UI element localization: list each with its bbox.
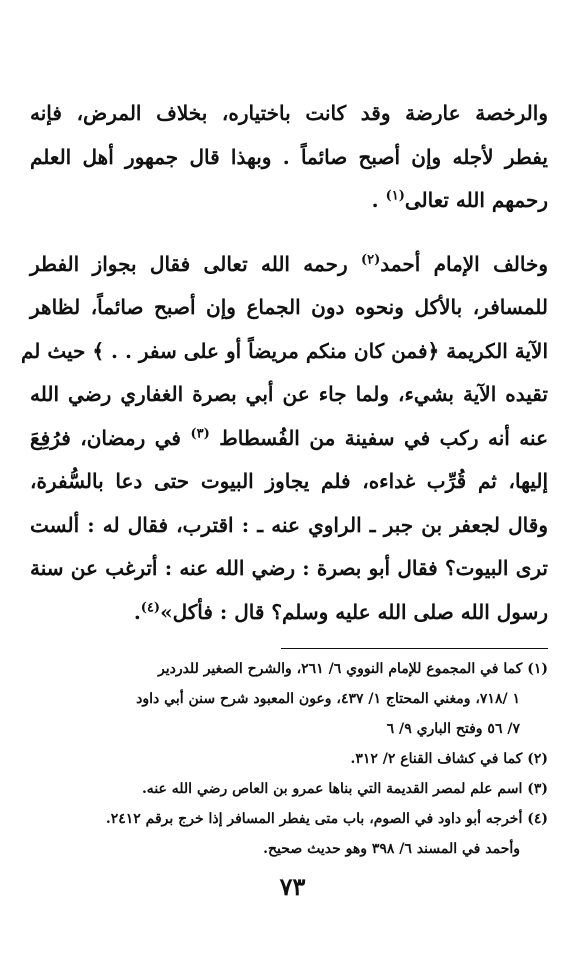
text-segment: . bbox=[133, 599, 141, 624]
text-line: إليها، ثم قُرِّب غداءه، فلم يجاوز البيوت حتى دعا بالسُّفرة، bbox=[30, 469, 548, 493]
text-line: يفطر لأجله وإن أصبح صائماً . وبهذا قال جمهور أهل العلم bbox=[30, 144, 548, 169]
text-segment: رحمهم الله تعالى bbox=[404, 188, 548, 212]
text-segment: رسول الله صلى الله عليه وسلم؟ قال : فأكل» bbox=[160, 599, 548, 624]
text-segment: رحمه الله تعالى فقال بجواز الفطر bbox=[30, 251, 361, 276]
text-line: ترى البيوت؟ فقال أبو بصرة : رضي الله عنه : أترغب عن سنة bbox=[30, 556, 548, 580]
text-line bbox=[30, 243, 548, 287]
text-segment: وخالف الإمام أحمد bbox=[380, 251, 548, 276]
text-line bbox=[30, 417, 548, 461]
text-line: وقال لجعفر بن جبر ـ الراوي عنه ـ : اقترب، فقال له : ألست bbox=[30, 512, 548, 537]
paragraph-2 bbox=[20, 243, 548, 635]
footnote-1: (١) كما في المجموع للإمام النووي ٦/ ٢٦١، والشرح الصغير للدردير bbox=[157, 661, 548, 677]
text-segment: عنه أنه ركب في سفينة من الفُسطاط bbox=[209, 425, 548, 450]
footnote-separator bbox=[281, 648, 548, 649]
text-line bbox=[30, 179, 548, 223]
footnotes bbox=[30, 654, 548, 864]
footnote-ref-4[interactable]: (٤) bbox=[140, 599, 161, 615]
footnote-1-continued: ١ /٧١٨، ومغني المحتاج ١/ ٤٣٧، وعون المعبود شرح سنن أبي داود bbox=[136, 691, 520, 707]
text-line bbox=[30, 591, 548, 635]
text-line: الآية الكريمة ﴿فمن كان منكم مريضاً أو على سفر . . ﴾ حيث لم bbox=[20, 338, 548, 363]
text-line: للمسافر، بالأكل ونحوه دون الجماع وإن أصبح صائماً، لظاهر bbox=[30, 295, 548, 319]
text-line: تقيده الآية بشيء، ولما جاء عن أبي بصرة الغفاري رضي الله bbox=[30, 382, 548, 406]
footnote-1-continued: ٧/ ٥٦ وفتح الباري ٩/ ٦ bbox=[386, 721, 520, 737]
text-line: والرخصة عارضة وقد كانت باختياره، بخلاف المرض، فإنه bbox=[30, 101, 548, 125]
paragraph-1 bbox=[30, 92, 548, 223]
footnote-ref-3[interactable]: (٣) bbox=[190, 425, 210, 441]
page-number: ٧٣ bbox=[279, 872, 306, 901]
footnote-4: (٤) أخرجه أبو داود في الصوم، باب متى يفطر المسافر إذا خرج برقم ٢٤١٢. bbox=[105, 811, 548, 827]
main-text bbox=[20, 92, 548, 634]
text-segment: في رمضان، فرُفِعَ bbox=[30, 425, 191, 450]
footnote-2: (٢) كما في كشاف القناع ٢/ ٣١٢. bbox=[350, 751, 548, 767]
footnote-ref-2[interactable]: (٢) bbox=[360, 251, 381, 267]
footnote-3: (٣) اسم علم لمصر القديمة التي بناها عمرو بن العاص رضي الله عنه. bbox=[141, 781, 548, 797]
text-segment: . bbox=[371, 188, 386, 212]
footnote-4-continued: وأحمد في المسند ٦/ ٣٩٨ وهو حديث صحيح. bbox=[263, 841, 520, 857]
footnote-ref-1[interactable]: (١) bbox=[385, 188, 405, 204]
